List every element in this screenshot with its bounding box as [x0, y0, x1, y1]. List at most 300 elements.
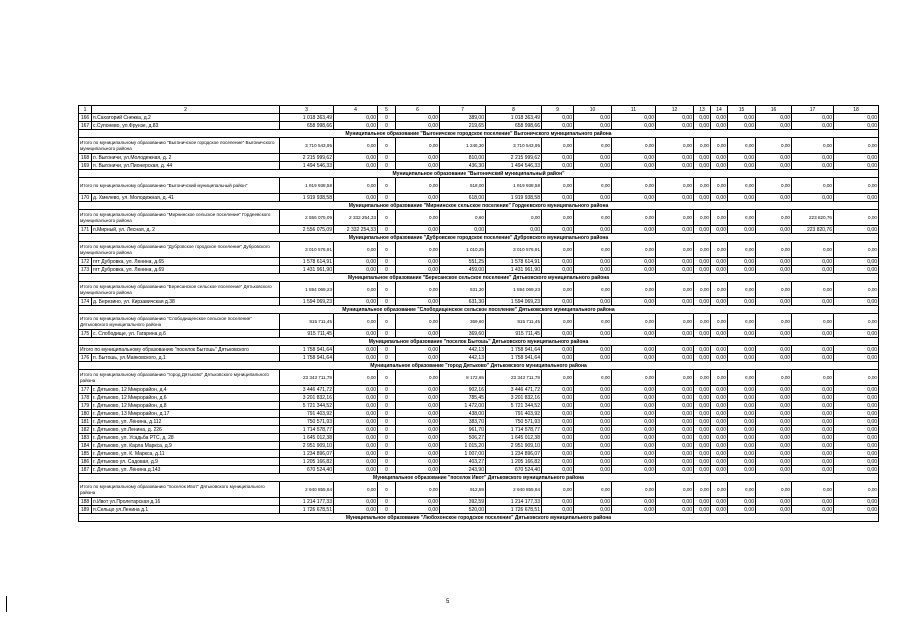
value-cell: 0,00	[542, 258, 574, 266]
value-cell: 0,00	[396, 498, 440, 506]
subtotal-value: 1 246,30	[440, 138, 486, 154]
row-number: 185	[79, 450, 92, 458]
subtotal-row	[79, 346, 879, 354]
value-cell: 0,00	[574, 266, 612, 274]
value-cell: 0,00	[711, 410, 728, 418]
subtotal-value: 369,60	[440, 314, 486, 330]
value-cell: 0,00	[396, 330, 440, 338]
value-cell: 0	[378, 402, 396, 410]
value-cell: 0,00	[792, 450, 834, 458]
value-cell: 0,00	[574, 386, 612, 394]
address-cell: г. Дятьково, 12 Микрорайон, д.6	[92, 394, 280, 402]
value-cell: 0,00	[792, 266, 834, 274]
subtotal-value: 0,00	[834, 138, 879, 154]
value-cell: 0,00	[834, 402, 879, 410]
table-row	[79, 442, 879, 450]
subtotal-value: 0,00	[792, 314, 834, 330]
value-cell: 1 214 177,33	[280, 498, 334, 506]
value-cell: 0,00	[396, 426, 440, 434]
value-cell: 0,00	[574, 258, 612, 266]
value-cell: 0,00	[694, 394, 711, 402]
column-number-cell: 13	[694, 106, 711, 114]
table-row	[79, 402, 879, 410]
value-cell: 0,00	[396, 442, 440, 450]
value-cell: 0,00	[711, 402, 728, 410]
value-cell: 0,00	[694, 434, 711, 442]
value-cell: 0,00	[612, 354, 656, 362]
value-cell: 3 446 471,72	[280, 386, 334, 394]
value-cell: 0,00	[612, 418, 656, 426]
section-heading-row	[79, 306, 879, 314]
value-cell: 0,00	[728, 410, 756, 418]
capital-repair-table-sheet	[78, 105, 878, 522]
subtotal-value: 1 010,25	[440, 242, 486, 258]
value-cell: 0,00	[334, 410, 378, 418]
value-cell: 0,00	[656, 434, 694, 442]
value-cell: 0,00	[756, 434, 792, 442]
value-cell: 2 215 999,62	[486, 154, 542, 162]
row-number: 188	[79, 498, 92, 506]
value-cell: 0,00	[574, 410, 612, 418]
subtotal-value: 0,00	[656, 178, 694, 194]
value-cell: 0,00	[694, 354, 711, 362]
value-cell: 0,00	[792, 418, 834, 426]
table-row	[79, 426, 879, 434]
subtotal-value: 0	[378, 314, 396, 330]
value-cell: 0,00	[656, 466, 694, 474]
subtotal-value: 0,00	[656, 314, 694, 330]
row-number: 175	[79, 330, 92, 338]
section-heading: Муниципальное образование "поселок Ивот" Дятьковского муниципального района	[79, 474, 879, 482]
value-cell: 1 758 941,64	[486, 354, 542, 362]
value-cell: 0,00	[574, 114, 612, 122]
subtotal-value: 0	[378, 482, 396, 498]
value-cell: 0,00	[656, 450, 694, 458]
column-number-cell: 17	[792, 106, 834, 114]
column-number-cell: 8	[486, 106, 542, 114]
subtotal-value: 0,00	[574, 346, 612, 354]
value-cell: 0,00	[396, 386, 440, 394]
address-cell: г. Дятьково, ул. Усадьба РТС, д. 28	[92, 434, 280, 442]
table-row	[79, 122, 879, 130]
value-cell: 0,00	[396, 226, 440, 234]
subtotal-value: 0,00	[574, 178, 612, 194]
value-cell: 0,00	[834, 442, 879, 450]
value-cell: 0,00	[694, 226, 711, 234]
value-cell: 0	[378, 330, 396, 338]
value-cell: 1 578 614,91	[486, 258, 542, 266]
address-cell: п. Бытошь, ул.Маяковского, д.1	[92, 354, 280, 362]
subtotal-value: 0,00	[756, 282, 792, 298]
value-cell: 1 594 069,23	[486, 298, 542, 306]
table-row	[79, 266, 879, 274]
value-cell: 0	[378, 442, 396, 450]
value-cell: 0,00	[656, 162, 694, 170]
value-cell: 0	[378, 354, 396, 362]
subtotal-value: 0,00	[694, 346, 711, 354]
address-cell: пгт Дубровка, ул. Ленина, д.65	[92, 258, 280, 266]
subtotal-value: 0,00	[834, 242, 879, 258]
table-row	[79, 506, 879, 514]
value-cell: 0	[378, 498, 396, 506]
subtotal-value: 0,00	[396, 346, 440, 354]
section-heading-row	[79, 274, 879, 282]
subtotal-label: Итого по муниципальному образованию "Дубровское городское поселение" Дубровского муниципального района	[79, 242, 280, 258]
address-cell: д. Хмелево, ул. Молодежная, д. 41	[92, 194, 280, 202]
value-cell: 0,00	[334, 194, 378, 202]
value-cell: 1 431 961,90	[280, 266, 334, 274]
value-cell: 0,00	[574, 450, 612, 458]
value-cell: 0,00	[396, 354, 440, 362]
value-cell: 0,00	[711, 354, 728, 362]
value-cell: 551,25	[440, 258, 486, 266]
row-number: 180	[79, 410, 92, 418]
value-cell: 0,00	[574, 194, 612, 202]
value-cell: 0,00	[728, 114, 756, 122]
section-heading-row	[79, 474, 879, 482]
subtotal-label: Итого по муниципальному образованию "Выгоничский муниципальный район"	[79, 178, 280, 194]
value-cell: 0	[378, 258, 396, 266]
value-cell: 0,00	[486, 226, 542, 234]
value-cell: 0,00	[728, 402, 756, 410]
value-cell: 1 431 961,90	[486, 266, 542, 274]
value-cell: 902,16	[440, 386, 486, 394]
subtotal-value: 23 343 711,79	[280, 370, 334, 386]
capital-repair-table	[78, 105, 879, 522]
subtotal-value: 0,00	[728, 210, 756, 226]
row-number: 176	[79, 354, 92, 362]
value-cell: 1 645 012,38	[280, 434, 334, 442]
value-cell: 0,00	[396, 114, 440, 122]
value-cell: 1 018 363,49	[486, 114, 542, 122]
value-cell: 0,00	[728, 442, 756, 450]
value-cell: 0,00	[711, 194, 728, 202]
value-cell: 0,00	[728, 426, 756, 434]
subtotal-value: 0,00	[574, 314, 612, 330]
address-cell: г. Дятьково, 12 Микрорайон, д.4	[92, 386, 280, 394]
address-cell: п. Выгоничи, ул.Молодежная, д. 2	[92, 154, 280, 162]
table-row	[79, 394, 879, 402]
value-cell: 0,00	[396, 162, 440, 170]
value-cell: 0,00	[656, 410, 694, 418]
value-cell: 219,65	[440, 122, 486, 130]
value-cell: 0,00	[756, 466, 792, 474]
value-cell: 0,00	[612, 506, 656, 514]
value-cell: 0,00	[396, 266, 440, 274]
value-cell: 0,00	[334, 466, 378, 474]
subtotal-value: 2 940 855,84	[486, 482, 542, 498]
value-cell: 0,00	[834, 266, 879, 274]
value-cell: 1 007,00	[440, 450, 486, 458]
value-cell: 0,00	[396, 122, 440, 130]
value-cell: 1 714 578,77	[486, 426, 542, 434]
value-cell: 0,00	[694, 386, 711, 394]
value-cell: 0,00	[542, 426, 574, 434]
subtotal-value: 0,00	[612, 282, 656, 298]
value-cell: 0,00	[334, 162, 378, 170]
subtotal-value: 0,00	[756, 138, 792, 154]
subtotal-value: 0,00	[756, 178, 792, 194]
value-cell: 0,00	[728, 498, 756, 506]
value-cell: 0,00	[834, 386, 879, 394]
value-cell: 658 998,66	[486, 122, 542, 130]
value-cell: 389,00	[440, 114, 486, 122]
value-cell: 0,00	[711, 122, 728, 130]
subtotal-value: 0,00	[612, 314, 656, 330]
value-cell: 0,00	[711, 426, 728, 434]
address-cell: г. Дятьково ул. Садовая, д.9	[92, 458, 280, 466]
value-cell: 0,00	[612, 298, 656, 306]
subtotal-value: 1 758 941,64	[486, 346, 542, 354]
value-cell: 369,60	[440, 330, 486, 338]
value-cell: 0,00	[756, 418, 792, 426]
section-heading-row	[79, 362, 879, 370]
value-cell: 1 726 678,51	[280, 506, 334, 514]
value-cell: 0,00	[792, 194, 834, 202]
section-heading: Муниципальное образование "Выгоничский муниципальный район"	[79, 170, 879, 178]
value-cell: 0,00	[834, 434, 879, 442]
address-cell: г. Дятьково, ул.Ленина, д. 226	[92, 426, 280, 434]
value-cell: 442,13	[440, 354, 486, 362]
value-cell: 0,00	[792, 154, 834, 162]
value-cell: 0,00	[574, 458, 612, 466]
section-heading-row	[79, 170, 879, 178]
row-number: 167	[79, 122, 92, 130]
subtotal-value: 0,00	[334, 242, 378, 258]
subtotal-value: 3 710 543,95	[486, 138, 542, 154]
value-cell: 0,00	[694, 114, 711, 122]
subtotal-value: 0,00	[396, 314, 440, 330]
value-cell: 0,00	[574, 426, 612, 434]
value-cell: 0,00	[612, 226, 656, 234]
value-cell: 0,00	[756, 154, 792, 162]
value-cell: 0,00	[792, 434, 834, 442]
value-cell: 0,00	[834, 354, 879, 362]
subtotal-value: 0	[378, 178, 396, 194]
value-cell: 0,00	[656, 194, 694, 202]
value-cell: 0,00	[694, 258, 711, 266]
value-cell: 0,00	[728, 258, 756, 266]
value-cell: 0	[378, 298, 396, 306]
subtotal-value: 0,00	[612, 242, 656, 258]
subtotal-value: 0,00	[396, 370, 440, 386]
subtotal-value: 915 711,45	[486, 314, 542, 330]
column-number-cell: 10	[574, 106, 612, 114]
subtotal-value: 2 332 254,33	[334, 210, 378, 226]
value-cell: 750 571,93	[486, 418, 542, 426]
subtotal-value: 0	[378, 370, 396, 386]
value-cell: 0,00	[694, 194, 711, 202]
value-cell: 0,00	[694, 442, 711, 450]
column-number-cell: 12	[656, 106, 694, 114]
value-cell: 0,00	[656, 458, 694, 466]
column-number-cell: 5	[378, 106, 396, 114]
value-cell: 0,00	[728, 418, 756, 426]
value-cell: 0,00	[574, 418, 612, 426]
value-cell: 0,00	[656, 258, 694, 266]
subtotal-value: 0,00	[396, 210, 440, 226]
value-cell: 0,00	[396, 394, 440, 402]
address-cell: г. Дятьково, ул. Карла Маркса, д.9	[92, 442, 280, 450]
value-cell: 0,00	[711, 266, 728, 274]
subtotal-value: 1 594 069,23	[486, 282, 542, 298]
value-cell: 0,00	[612, 154, 656, 162]
value-cell: 0,00	[656, 394, 694, 402]
subtotal-value: 0,00	[612, 346, 656, 354]
value-cell: 0	[378, 458, 396, 466]
value-cell: 0,00	[656, 154, 694, 162]
subtotal-value: 0,00	[694, 210, 711, 226]
value-cell: 0,00	[542, 458, 574, 466]
subtotal-value: 0,00	[396, 242, 440, 258]
address-cell: с.Супонево, ул.Фрунзе, д.83	[92, 122, 280, 130]
value-cell: 0,00	[574, 434, 612, 442]
value-cell: 0,00	[834, 458, 879, 466]
value-cell: 0,00	[834, 114, 879, 122]
subtotal-value: 912,59	[440, 482, 486, 498]
subtotal-value: 0,00	[694, 370, 711, 386]
value-cell: 0,00	[656, 122, 694, 130]
value-cell: 2 556 075,09	[280, 226, 334, 234]
subtotal-value: 0,00	[694, 138, 711, 154]
value-cell: 0,00	[711, 154, 728, 162]
value-cell: 0,00	[834, 466, 879, 474]
row-number: 183	[79, 434, 92, 442]
address-cell: п.Сельцо ул.Ленина д.1	[92, 506, 280, 514]
subtotal-value: 0,00	[612, 138, 656, 154]
value-cell: 0,00	[756, 426, 792, 434]
value-cell: 0,00	[792, 162, 834, 170]
column-number-cell: 3	[280, 106, 334, 114]
value-cell: 0,00	[756, 386, 792, 394]
value-cell: 0,00	[834, 426, 879, 434]
value-cell: 1 018 363,49	[280, 114, 334, 122]
subtotal-value: 223 820,76	[792, 210, 834, 226]
address-cell: п.Мирный, ул. Лесная, д. 2	[92, 226, 280, 234]
row-number: 181	[79, 418, 92, 426]
address-cell: г. Дятьково, ул. Ленина, д.112	[92, 418, 280, 426]
value-cell: 750 571,93	[280, 418, 334, 426]
table-body	[79, 106, 879, 522]
value-cell: 0,00	[542, 386, 574, 394]
value-cell: 0,00	[396, 154, 440, 162]
value-cell: 0,00	[542, 466, 574, 474]
value-cell: 1 494 546,33	[486, 162, 542, 170]
subtotal-value: 0	[378, 346, 396, 354]
subtotal-value: 0,00	[756, 482, 792, 498]
column-number-cell: 9	[542, 106, 574, 114]
value-cell: 0,00	[728, 266, 756, 274]
value-cell: 520,00	[440, 506, 486, 514]
value-cell: 0,00	[656, 330, 694, 338]
value-cell: 0,00	[574, 466, 612, 474]
subtotal-value: 0,00	[542, 314, 574, 330]
subtotal-value: 0,00	[574, 138, 612, 154]
value-cell: 0,00	[728, 506, 756, 514]
value-cell: 1 494 546,33	[280, 162, 334, 170]
value-cell: 0	[378, 154, 396, 162]
value-cell: 0,00	[542, 434, 574, 442]
value-cell: 0,00	[792, 410, 834, 418]
subtotal-value: 0,00	[656, 282, 694, 298]
column-number-cell: 14	[711, 106, 728, 114]
subtotal-label: Итого по муниципальному образованию "Слободищенское сельское поселение" Дятьковского муниципального района	[79, 314, 280, 330]
subtotal-value: 0,00	[612, 178, 656, 194]
table-row	[79, 458, 879, 466]
value-cell: 0,00	[834, 162, 879, 170]
value-cell: 0,00	[612, 266, 656, 274]
value-cell: 0,00	[756, 394, 792, 402]
value-cell: 0,00	[334, 450, 378, 458]
value-cell: 0,00	[612, 434, 656, 442]
subtotal-value: 3 010 576,81	[280, 242, 334, 258]
subtotal-value: 0,00	[656, 482, 694, 498]
value-cell: 0,00	[694, 122, 711, 130]
value-cell: 1 919 938,58	[280, 194, 334, 202]
subtotal-value: 0,00	[756, 242, 792, 258]
value-cell: 0,00	[334, 298, 378, 306]
value-cell: 0,00	[656, 226, 694, 234]
value-cell: 0	[378, 194, 396, 202]
row-number: 166	[79, 114, 92, 122]
value-cell: 0,00	[694, 330, 711, 338]
value-cell: 1 714 578,77	[280, 426, 334, 434]
value-cell: 0,00	[542, 418, 574, 426]
value-cell: 0,00	[612, 442, 656, 450]
table-row	[79, 162, 879, 170]
value-cell: 1 726 678,51	[486, 506, 542, 514]
value-cell: 0	[378, 434, 396, 442]
subtotal-value: 0,00	[834, 210, 879, 226]
table-row	[79, 194, 879, 202]
value-cell: 0,00	[711, 458, 728, 466]
value-cell: 506,27	[440, 434, 486, 442]
value-cell: 0,00	[711, 434, 728, 442]
subtotal-row	[79, 370, 879, 386]
value-cell: 0,00	[612, 114, 656, 122]
subtotal-value: 3 010 576,81	[486, 242, 542, 258]
section-heading: Муниципальное образование "Выгоничское городское поселение" Выгоничского муниципального района	[79, 130, 879, 138]
value-cell: 0,00	[396, 450, 440, 458]
value-cell: 915 711,45	[280, 330, 334, 338]
row-number: 177	[79, 386, 92, 394]
subtotal-value: 0,00	[792, 482, 834, 498]
value-cell: 459,00	[440, 266, 486, 274]
value-cell: 0,00	[334, 402, 378, 410]
value-cell: 0,00	[656, 298, 694, 306]
table-row	[79, 450, 879, 458]
value-cell: 1 234 896,07	[280, 450, 334, 458]
subtotal-value: 0,00	[756, 210, 792, 226]
value-cell: 0,00	[756, 162, 792, 170]
value-cell: 0,00	[334, 154, 378, 162]
subtotal-row	[79, 314, 879, 330]
subtotal-value: 0,00	[574, 282, 612, 298]
value-cell: 0,00	[756, 194, 792, 202]
value-cell: 1 214 177,33	[486, 498, 542, 506]
subtotal-value: 0,00	[834, 314, 879, 330]
value-cell: 0,00	[728, 450, 756, 458]
value-cell: 0,00	[728, 386, 756, 394]
value-cell: 3 201 832,16	[486, 394, 542, 402]
value-cell: 0	[378, 418, 396, 426]
value-cell: 0,00	[711, 258, 728, 266]
value-cell: 0,00	[756, 402, 792, 410]
address-cell: г. Дятьково, ул. Ленина д.143	[92, 466, 280, 474]
value-cell: 0,00	[711, 450, 728, 458]
value-cell: 2 215 999,62	[280, 154, 334, 162]
value-cell: 0,00	[396, 258, 440, 266]
